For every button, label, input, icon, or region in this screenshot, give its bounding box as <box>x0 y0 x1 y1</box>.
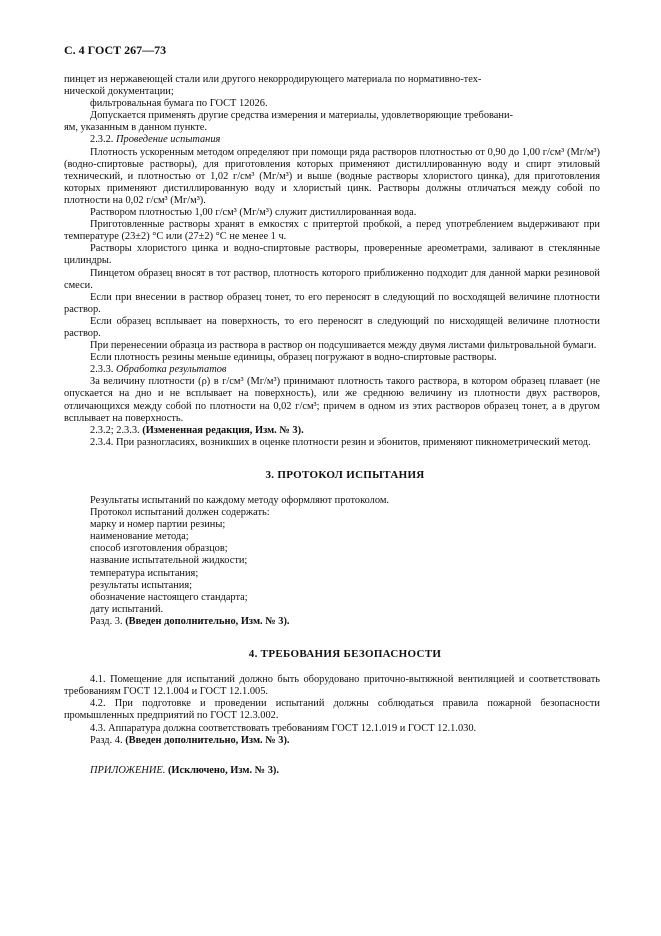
paragraph: Если образец всплывает на поверхность, то его переносят в следующий по нисходящей величине плотности раствор. <box>64 315 600 339</box>
amendment-note <box>90 616 600 628</box>
list-item: температура испытания; <box>90 567 199 579</box>
list-item: Протокол испытаний должен содержать: <box>90 507 270 519</box>
subsection-title: Проведение испытания <box>116 134 221 146</box>
subsection-title: Обработка результатов <box>116 364 227 376</box>
document-body <box>64 74 600 777</box>
section-3-title: 3. ПРОТОКОЛ ИСПЫТАНИЯ <box>265 468 425 481</box>
list-item: результаты испытания; <box>90 579 192 591</box>
paragraph: Приготовленные растворы хранят в емкостях с притертой пробкой, а перед употреблением выдерживают при температуре (23±2) °С или (27±2) °С не менее 1 ч. <box>64 219 600 243</box>
paragraph: 2.3.4. При разногласиях, возникших в оценке плотности резин и эбонитов, применяют пикнометрический метод. <box>90 436 591 448</box>
list-item: наименование метода; <box>90 531 189 543</box>
section-4-title: 4. ТРЕБОВАНИЯ БЕЗОПАСНОСТИ <box>248 648 442 661</box>
appendix-label: ПРИЛОЖЕНИЕ. <box>90 764 166 776</box>
text-line: нической документации; <box>64 86 174 98</box>
paragraph: Если плотность резины меньше единицы, образец погружают в водно-спиртовые растворы. <box>90 352 497 364</box>
text-line: пинцет из нержавеющей стали или другого некорродирующего материала по нормативно-тех- <box>64 74 482 85</box>
page-header: С. 4 ГОСТ 267—73 <box>64 43 167 57</box>
amendment-ref: Разд. 3. <box>90 615 123 627</box>
list-item: дату испытаний. <box>90 603 164 615</box>
appendix-note <box>90 765 600 777</box>
list-item: Результаты испытаний по каждому методу оформляют протоколом. <box>90 495 390 506</box>
subsection-heading <box>90 364 600 376</box>
amendment-text: (Введен дополнительно, Изм. № 3). <box>125 734 290 746</box>
paragraph: За величину плотности (ρ) в г/см³ (Мг/м³) принимают плотность такого раствора, в котором образец плавает (не опускается на дно и не всплывает на поверхность), или же среднюю величину из плотности двух растворов, отличающихся между собой по плотности на 0,02 г/см³; причем в одном из этих растворов образец тонет, а в другом всплывает на поверхность. <box>64 376 600 424</box>
amendment-ref: Разд. 4. <box>90 734 123 746</box>
subsection-number: 2.3.3. <box>90 364 114 376</box>
text-line: Допускается применять другие средства измерения и материалы, удовлетворяющие требовани- <box>90 110 513 122</box>
paragraph: Раствором плотностью 1,00 г/см³ (Мг/м³) служит дистиллированная вода. <box>90 207 417 219</box>
paragraph: 4.3. Аппаратура должна соответствовать требованиям ГОСТ 12.1.019 и ГОСТ 12.1.030. <box>90 722 477 734</box>
text-line: ям, указанным в данном пункте. <box>64 122 207 134</box>
appendix-status: (Исключено, Изм. № 3). <box>167 764 279 776</box>
amendment-note <box>90 735 600 747</box>
list-item: обозначение настоящего стандарта; <box>90 591 248 603</box>
paragraph: При перенесении образца из раствора в раствор он подсушивается между двумя листами фильтровальной бумаги. <box>90 340 597 352</box>
paragraph: Если при внесении в раствор образец тонет, то его переносят в следующий по восходящей величине плотности раствор. <box>64 291 600 315</box>
paragraph: Растворы хлористого цинка и водно-спиртовые растворы, проверенные ареометрами, заливают в стеклянные цилиндры. <box>64 243 600 267</box>
list-item: марку и номер партии резины; <box>90 519 226 531</box>
subsection-number: 2.3.2. <box>90 134 114 146</box>
paragraph: Плотность ускоренным методом определяют при помощи ряда растворов плотностью от 0,90 до 1,00 г/см³ (Мг/м³) (водно-спиртовые растворы), для приготовления которых применяют дистиллированную воду и спирт этиловый технический, и плотностью от 1,02 г/см³ (Мг/м³) и выше (водные растворы хлористого цинка), для приготовления которых применяют дистиллированную воду и хлористый цинк. Растворы должны отличаться между собой по плотности на 0,02 г/см³ (Мг/м³). <box>64 146 600 206</box>
amendment-text: (Измененная редакция, Изм. № 3). <box>142 424 304 436</box>
paragraph: 4.1. Помещение для испытаний должно быть оборудовано приточно-вытяжной вентиляцией и соответствовать требованиям ГОСТ 12.1.004 и ГОСТ 12.1.005. <box>64 674 600 698</box>
protocol-list <box>90 495 600 616</box>
list-item: название испытательной жидкости; <box>90 555 248 567</box>
list-item: способ изготовления образцов; <box>90 543 228 555</box>
amendment-ref: 2.3.2; 2.3.3. <box>90 424 140 436</box>
amendment-note <box>90 425 600 437</box>
text-line: фильтровальная бумага по ГОСТ 12026. <box>90 98 268 110</box>
amendment-text: (Введен дополнительно, Изм. № 3). <box>125 615 290 627</box>
paragraph: Пинцетом образец вносят в тот раствор, плотность которого приближенно подходит для данной марки резиновой смеси. <box>64 267 600 291</box>
subsection-heading <box>90 134 600 146</box>
paragraph: 4.2. При подготовке и проведении испытаний должны соблюдаться правила пожарной безопасности промышленных предприятий по ГОСТ 12.3.002. <box>64 698 600 722</box>
